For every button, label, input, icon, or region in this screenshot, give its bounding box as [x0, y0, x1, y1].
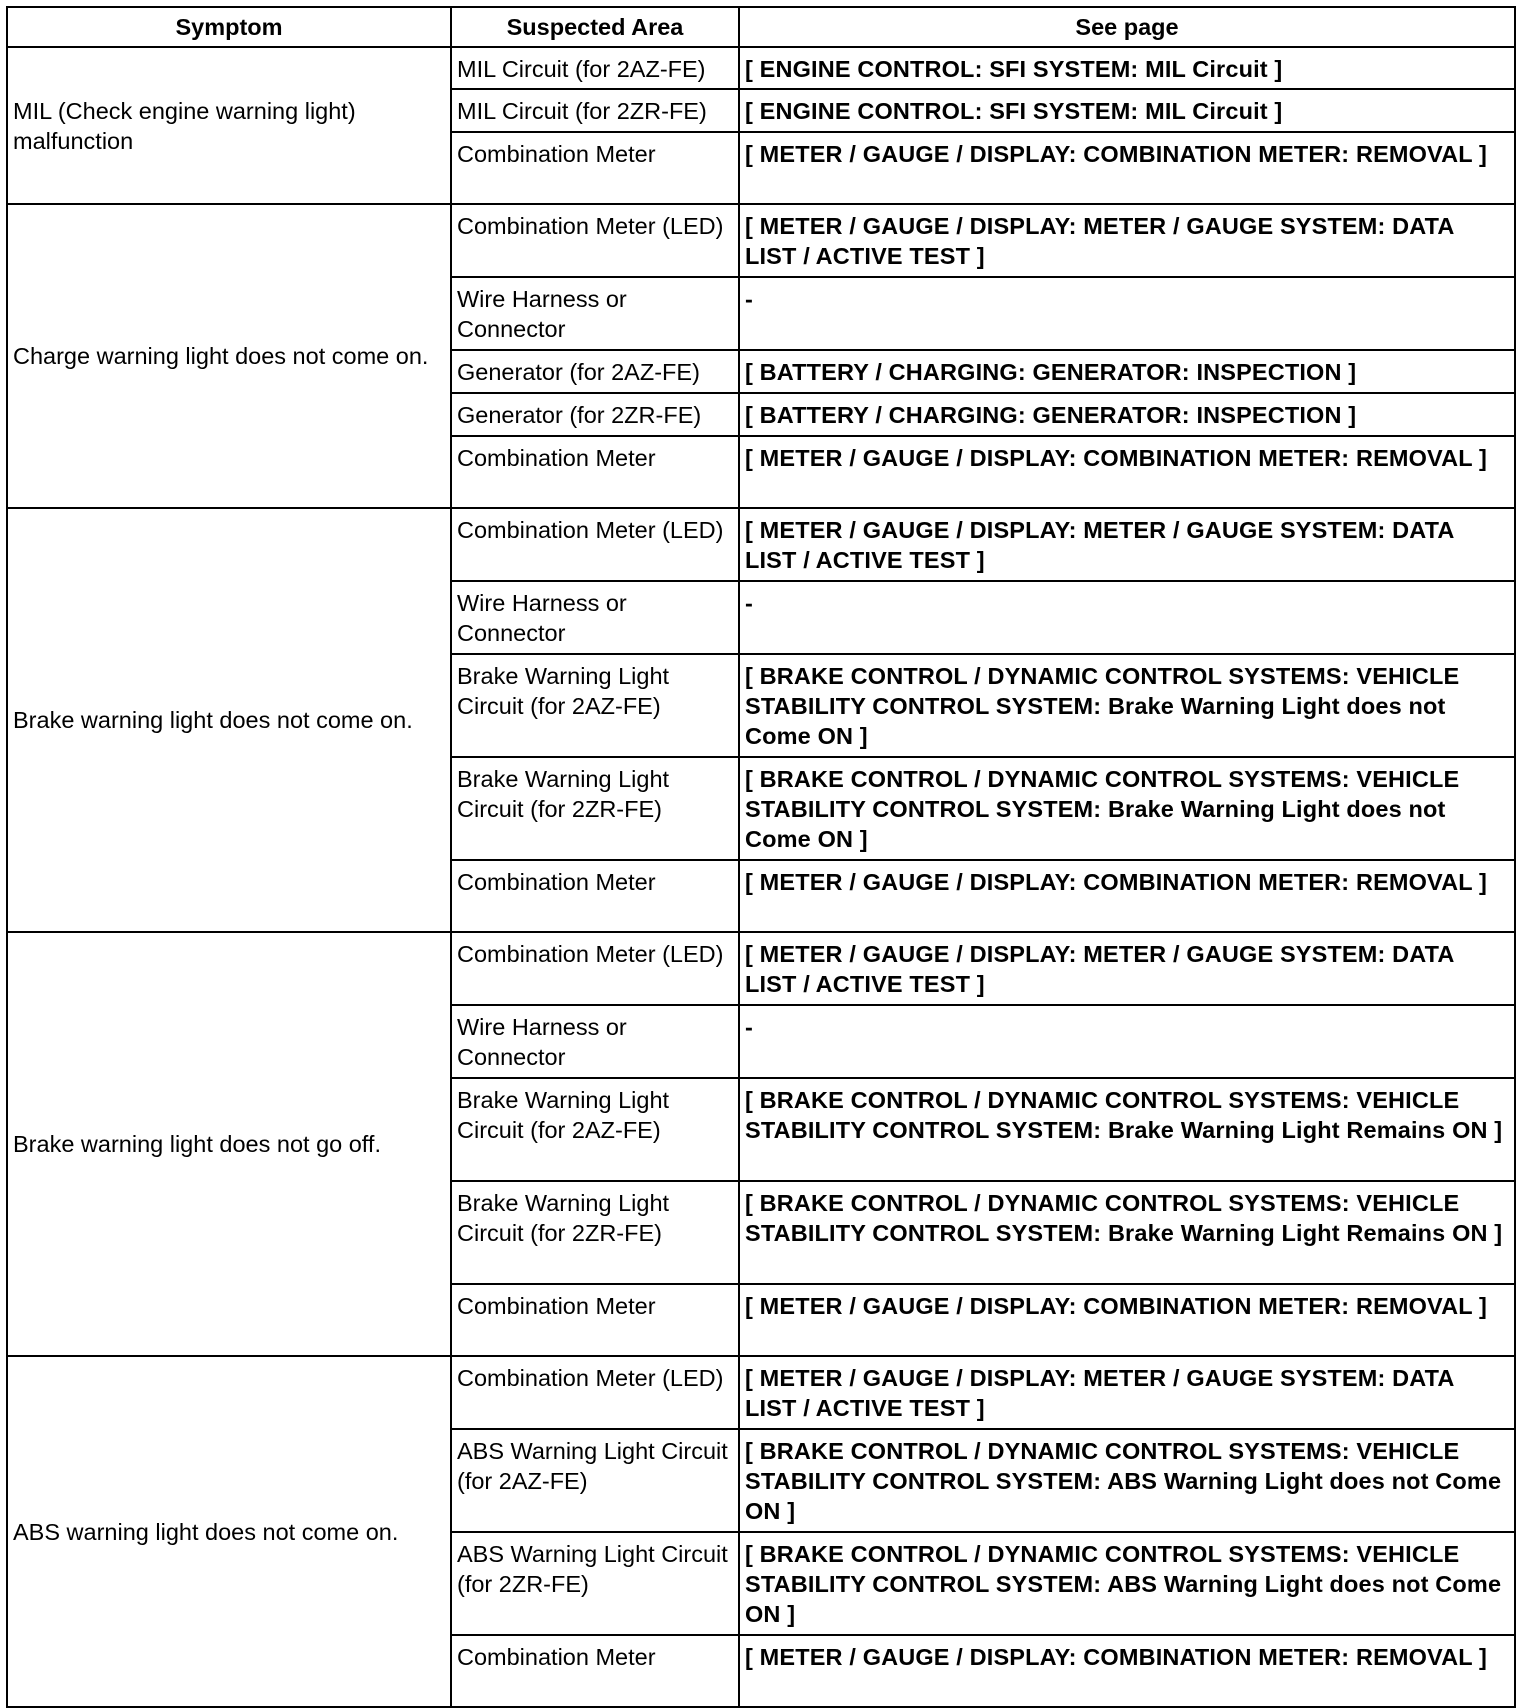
see-page-reference: [ BRAKE CONTROL / DYNAMIC CONTROL SYSTEMS: VEHICLE STABILITY CONTROL SYSTEM: ABS Warning Light does not Come ON ] — [739, 1532, 1515, 1635]
see-page-reference: - — [739, 277, 1515, 350]
suspected-area-cell: Combination Meter — [451, 436, 739, 508]
symptom-cell: MIL (Check engine warning light) malfunction — [7, 47, 451, 204]
suspected-area-cell: Combination Meter (LED) — [451, 508, 739, 581]
see-page-reference: [ ENGINE CONTROL: SFI SYSTEM: MIL Circuit ] — [739, 89, 1515, 132]
suspected-area-cell: ABS Warning Light Circuit (for 2ZR-FE) — [451, 1532, 739, 1635]
see-page-reference: [ BRAKE CONTROL / DYNAMIC CONTROL SYSTEMS: VEHICLE STABILITY CONTROL SYSTEM: Brake Warning Light does not Come ON ] — [739, 757, 1515, 860]
suspected-area-cell: MIL Circuit (for 2ZR-FE) — [451, 89, 739, 132]
header-symptom: Symptom — [7, 7, 451, 47]
header-suspected-area: Suspected Area — [451, 7, 739, 47]
suspected-area-cell: Brake Warning Light Circuit (for 2ZR-FE) — [451, 1181, 739, 1284]
suspected-area-cell: ABS Warning Light Circuit (for 2AZ-FE) — [451, 1429, 739, 1532]
table-row — [7, 47, 1515, 89]
suspected-area-cell: Brake Warning Light Circuit (for 2AZ-FE) — [451, 1078, 739, 1181]
symptom-cell: ABS warning light does not come on. — [7, 1356, 451, 1707]
see-page-reference: [ METER / GAUGE / DISPLAY: METER / GAUGE SYSTEM: DATA LIST / ACTIVE TEST ] — [739, 508, 1515, 581]
suspected-area-cell: Brake Warning Light Circuit (for 2ZR-FE) — [451, 757, 739, 860]
suspected-area-cell: Combination Meter (LED) — [451, 204, 739, 277]
suspected-area-cell: Combination Meter (LED) — [451, 932, 739, 1005]
see-page-reference: [ METER / GAUGE / DISPLAY: COMBINATION METER: REMOVAL ] — [739, 132, 1515, 204]
see-page-reference: [ METER / GAUGE / DISPLAY: COMBINATION METER: REMOVAL ] — [739, 1635, 1515, 1707]
see-page-reference: [ BRAKE CONTROL / DYNAMIC CONTROL SYSTEMS: VEHICLE STABILITY CONTROL SYSTEM: ABS Warning Light does not Come ON ] — [739, 1429, 1515, 1532]
see-page-reference: [ BATTERY / CHARGING: GENERATOR: INSPECTION ] — [739, 393, 1515, 436]
header-row — [7, 7, 1515, 47]
symptom-cell: Brake warning light does not come on. — [7, 508, 451, 932]
header-see-page: See page — [739, 7, 1515, 47]
table-row — [7, 204, 1515, 277]
see-page-reference: [ BRAKE CONTROL / DYNAMIC CONTROL SYSTEMS: VEHICLE STABILITY CONTROL SYSTEM: Brake Warning Light does not Come ON ] — [739, 654, 1515, 757]
suspected-area-cell: Combination Meter — [451, 1284, 739, 1356]
suspected-area-cell: Wire Harness or Connector — [451, 277, 739, 350]
symptom-table — [6, 6, 1516, 1708]
see-page-reference: [ BRAKE CONTROL / DYNAMIC CONTROL SYSTEMS: VEHICLE STABILITY CONTROL SYSTEM: Brake Warning Light Remains ON ] — [739, 1078, 1515, 1181]
table-body — [7, 47, 1515, 1707]
see-page-reference: [ METER / GAUGE / DISPLAY: METER / GAUGE SYSTEM: DATA LIST / ACTIVE TEST ] — [739, 204, 1515, 277]
table-row — [7, 932, 1515, 1005]
table-row — [7, 508, 1515, 581]
see-page-reference: [ METER / GAUGE / DISPLAY: METER / GAUGE SYSTEM: DATA LIST / ACTIVE TEST ] — [739, 1356, 1515, 1429]
see-page-reference: [ METER / GAUGE / DISPLAY: COMBINATION METER: REMOVAL ] — [739, 860, 1515, 932]
table-row — [7, 1356, 1515, 1429]
see-page-reference: - — [739, 1005, 1515, 1078]
suspected-area-cell: Wire Harness or Connector — [451, 1005, 739, 1078]
see-page-reference: [ ENGINE CONTROL: SFI SYSTEM: MIL Circuit ] — [739, 47, 1515, 89]
see-page-reference: [ METER / GAUGE / DISPLAY: METER / GAUGE SYSTEM: DATA LIST / ACTIVE TEST ] — [739, 932, 1515, 1005]
suspected-area-cell: Combination Meter — [451, 860, 739, 932]
suspected-area-cell: Generator (for 2AZ-FE) — [451, 350, 739, 393]
suspected-area-cell: Wire Harness or Connector — [451, 581, 739, 654]
symptom-cell: Brake warning light does not go off. — [7, 932, 451, 1356]
suspected-area-cell: MIL Circuit (for 2AZ-FE) — [451, 47, 739, 89]
see-page-reference: - — [739, 581, 1515, 654]
symptom-cell: Charge warning light does not come on. — [7, 204, 451, 508]
suspected-area-cell: Combination Meter — [451, 1635, 739, 1707]
see-page-reference: [ METER / GAUGE / DISPLAY: COMBINATION METER: REMOVAL ] — [739, 1284, 1515, 1356]
suspected-area-cell: Combination Meter — [451, 132, 739, 204]
suspected-area-cell: Generator (for 2ZR-FE) — [451, 393, 739, 436]
suspected-area-cell: Combination Meter (LED) — [451, 1356, 739, 1429]
see-page-reference: [ METER / GAUGE / DISPLAY: COMBINATION METER: REMOVAL ] — [739, 436, 1515, 508]
see-page-reference: [ BATTERY / CHARGING: GENERATOR: INSPECTION ] — [739, 350, 1515, 393]
suspected-area-cell: Brake Warning Light Circuit (for 2AZ-FE) — [451, 654, 739, 757]
see-page-reference: [ BRAKE CONTROL / DYNAMIC CONTROL SYSTEMS: VEHICLE STABILITY CONTROL SYSTEM: Brake Warning Light Remains ON ] — [739, 1181, 1515, 1284]
